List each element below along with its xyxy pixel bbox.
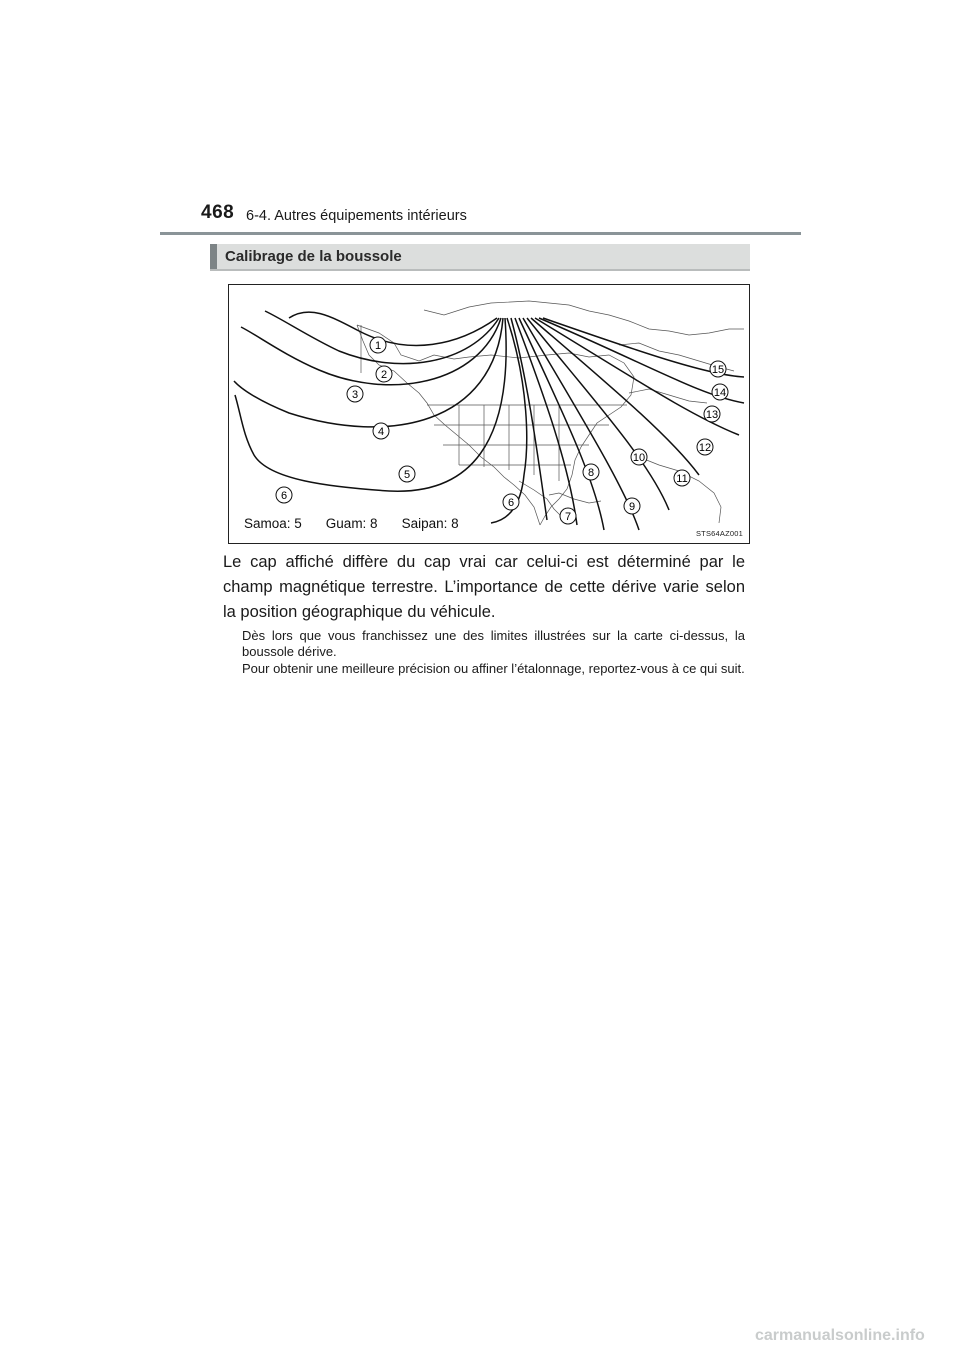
zone-label: 11 — [676, 473, 688, 485]
subsection-heading — [210, 244, 750, 271]
heading-bar — [210, 244, 217, 269]
zone-badges — [276, 337, 728, 524]
zone-badge — [710, 361, 726, 377]
zone-label: 6 — [280, 490, 288, 502]
zone-label: 9 — [628, 501, 636, 513]
zone-badge — [712, 384, 728, 400]
site-watermark: carmanualsonline.info — [755, 1327, 925, 1344]
zone-label: 2 — [380, 369, 388, 381]
zone-badge — [399, 466, 415, 482]
zone-badge — [373, 423, 389, 439]
zone-label: 3 — [351, 389, 359, 401]
zone-label: 6 — [507, 497, 515, 509]
note-boundary-drift: Dès lors que vous franchissez une des limites illustrées sur la carte ci-dessus, la boussole dérive. — [242, 628, 745, 659]
zone-label: 10 — [632, 452, 646, 464]
note-calibration: Pour obtenir une meilleure précision ou affiner l’étalonnage, reportez-vous à ce qui suit. — [242, 661, 745, 676]
zone-badge — [674, 470, 690, 486]
zone-badge — [370, 337, 386, 353]
zone-label: 12 — [698, 442, 712, 454]
zone-badge — [276, 487, 292, 503]
island-deviations — [244, 516, 483, 531]
zone-badge — [347, 386, 363, 402]
body-paragraph: Le cap affiché diffère du cap vrai car celui-ci est déterminé par le champ magnétique terrestre. L’importance de cette dérive varie selon la position géographique du véhicule. — [223, 553, 745, 621]
header-rule — [160, 232, 801, 235]
zone-label: 7 — [564, 511, 572, 523]
zone-badge — [631, 449, 647, 465]
zone-label: 14 — [713, 387, 727, 399]
island-saipan: Saipan: 8 — [401, 516, 459, 531]
page-number: 468 — [201, 202, 235, 223]
zone-label: 8 — [587, 467, 595, 479]
compass-zone-map — [228, 284, 750, 544]
zone-badge — [376, 366, 392, 382]
subsection-title: Calibrage de la boussole — [225, 248, 402, 265]
map-image-code: STS64AZ001 — [695, 529, 743, 538]
map-drawing — [229, 285, 749, 543]
zone-label: 4 — [377, 426, 385, 438]
zone-label: 13 — [705, 409, 719, 421]
zone-label: 15 — [711, 364, 725, 376]
zone-label: 1 — [374, 340, 382, 352]
zone-badge — [583, 464, 599, 480]
zone-badge — [503, 494, 519, 510]
island-guam: Guam: 8 — [325, 516, 378, 531]
isogonic-lines — [234, 311, 744, 530]
zone-badge — [560, 508, 576, 524]
zone-badge — [697, 439, 713, 455]
zone-badge — [624, 498, 640, 514]
island-samoa: Samoa: 5 — [244, 516, 302, 531]
zone-badge — [704, 406, 720, 422]
section-title: 6-4. Autres équipements intérieurs — [246, 208, 467, 224]
zone-label: 5 — [403, 469, 411, 481]
